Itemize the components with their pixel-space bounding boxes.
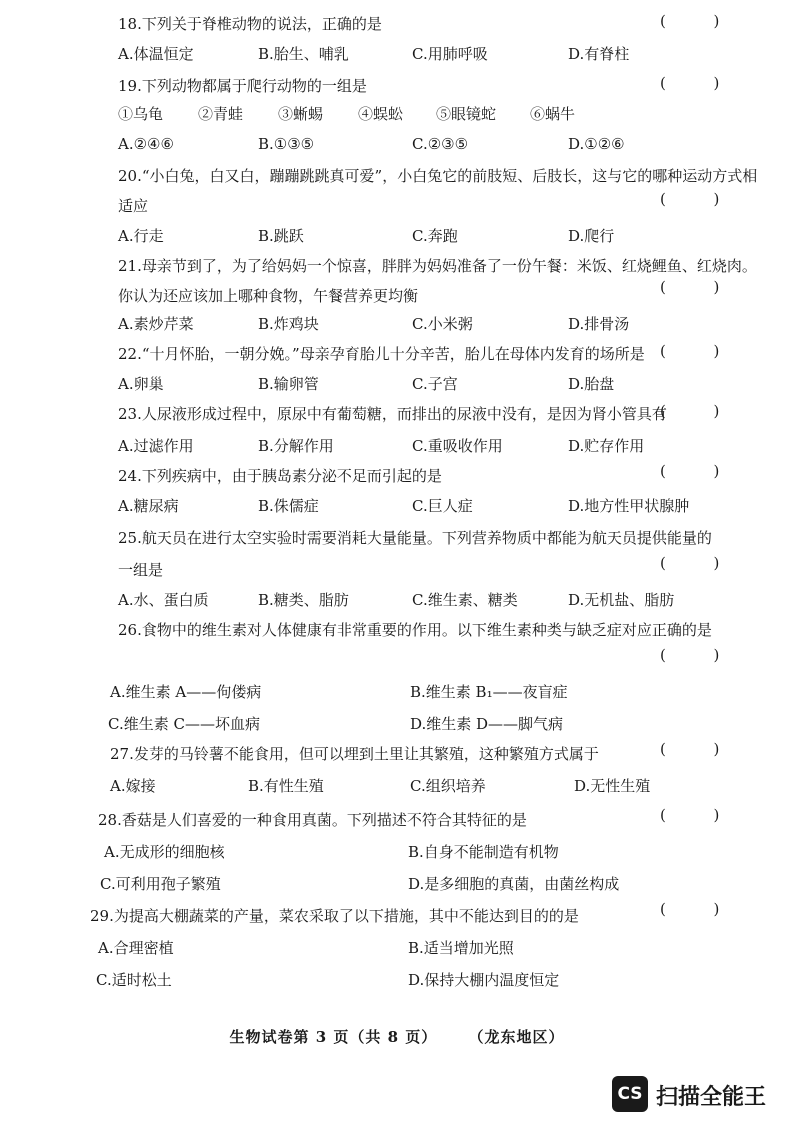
option-c: C.组织培养 xyxy=(410,777,486,795)
option-c: C.子宫 xyxy=(412,375,458,393)
option-b: B.自身不能制造有机物 xyxy=(408,843,559,861)
option-b: B.侏儒症 xyxy=(258,497,319,515)
question-24 xyxy=(118,466,738,486)
answer-paren: ( ) xyxy=(660,900,720,918)
footer-page-info: 生物试卷第 3 页（共 8 页） xyxy=(229,1028,438,1046)
item-6: ⑥蜗牛 xyxy=(530,105,576,123)
answer-paren: ( ) xyxy=(660,190,720,208)
option-b: B.糖类、脂肪 xyxy=(258,591,349,609)
option-d: D.排骨汤 xyxy=(568,315,630,333)
answer-paren: ( ) xyxy=(660,74,720,92)
question-stem: 27.发芽的马铃薯不能食用，但可以埋到土里让其繁殖，这种繁殖方式属于 xyxy=(110,745,599,763)
option-b: B.炸鸡块 xyxy=(258,315,319,333)
option-b: B.胎生、哺乳 xyxy=(258,45,349,63)
item-2: ②青蛙 xyxy=(198,105,244,123)
question-stem: 26.食物中的维生素对人体健康有非常重要的作用。以下维生素种类与缺乏症对应正确的是 xyxy=(118,621,712,639)
option-c: C.巨人症 xyxy=(412,497,473,515)
option-a: A.水、蛋白质 xyxy=(118,591,209,609)
option-a: A.糖尿病 xyxy=(118,497,179,515)
option-a: A.过滤作用 xyxy=(118,437,194,455)
option-c: C.可利用孢子繁殖 xyxy=(100,875,221,893)
answer-paren: ( ) xyxy=(660,806,720,824)
option-c: C.维生素 C——坏血病 xyxy=(108,715,260,733)
item-4: ④蜈蚣 xyxy=(358,105,404,123)
option-d: D.无机盐、脂肪 xyxy=(568,591,675,609)
item-1: ①乌龟 xyxy=(118,105,164,123)
option-b: B.有性生殖 xyxy=(248,777,324,795)
scanner-watermark xyxy=(612,1076,782,1112)
question-stem: 23.人尿液形成过程中，原尿中有葡萄糖，而排出的尿液中没有，是因为肾小管具有 xyxy=(118,405,667,423)
question-stem: 20.“小白兔，白又白，蹦蹦跳跳真可爱”，小白兔它的前肢短、后肢长，这与它的哪种运动方式相 xyxy=(118,167,758,185)
option-d: D.维生素 D——脚气病 xyxy=(410,715,564,733)
option-d: D.①②⑥ xyxy=(568,135,625,153)
option-d: D.是多细胞的真菌，由菌丝构成 xyxy=(408,875,620,893)
question-25 xyxy=(118,528,738,548)
answer-paren: ( ) xyxy=(660,462,720,480)
question-stem-cont: 你认为还应该加上哪种食物，午餐营养更均衡 xyxy=(118,287,419,305)
answer-paren: ( ) xyxy=(660,278,720,296)
question-20-cont xyxy=(118,196,738,216)
question-stem: 29.为提高大棚蔬菜的产量，菜农采取了以下措施，其中不能达到目的的是 xyxy=(90,907,579,925)
option-c: C.奔跑 xyxy=(412,227,458,245)
camscanner-logo-icon: CS xyxy=(612,1076,648,1112)
answer-paren: ( ) xyxy=(660,402,720,420)
option-c: C.②③⑤ xyxy=(412,135,469,153)
brand-name: 扫描全能王 xyxy=(656,1085,767,1110)
page-footer xyxy=(0,1026,794,1047)
option-c: C.小米粥 xyxy=(412,315,473,333)
option-b: B.分解作用 xyxy=(258,437,334,455)
answer-paren: ( ) xyxy=(660,646,720,664)
option-b: B.跳跃 xyxy=(258,227,304,245)
option-d: D.地方性甲状腺肿 xyxy=(568,497,690,515)
option-c: C.重吸收作用 xyxy=(412,437,503,455)
question-stem: 19.下列动物都属于爬行动物的一组是 xyxy=(118,77,367,95)
option-a: A.行走 xyxy=(118,227,164,245)
question-stem: 25.航天员在进行太空实验时需要消耗大量能量。下列营养物质中都能为航天员提供能量的 xyxy=(118,529,712,547)
option-a: A.合理密植 xyxy=(98,939,174,957)
option-d: D.无性生殖 xyxy=(574,777,651,795)
question-21 xyxy=(118,256,757,276)
question-stem: 24.下列疾病中，由于胰岛素分泌不足而引起的是 xyxy=(118,467,442,485)
question-27 xyxy=(110,744,730,764)
question-26 xyxy=(118,620,738,640)
question-stem-cont: 一组是 xyxy=(118,561,164,579)
answer-paren: ( ) xyxy=(660,740,720,758)
option-a: A.无成形的细胞核 xyxy=(104,843,225,861)
question-stem: 21.母亲节到了，为了给妈妈一个惊喜，胖胖为妈妈准备了一份午餐：米饭、红烧鲤鱼、红烧肉。 xyxy=(118,257,757,275)
answer-paren: ( ) xyxy=(660,342,720,360)
option-a: A.②④⑥ xyxy=(118,135,174,153)
question-18 xyxy=(118,14,738,34)
question-stem: 28.香菇是人们喜爱的一种食用真菌。下列描述不符合其特征的是 xyxy=(98,811,527,829)
question-25-cont xyxy=(118,560,738,580)
option-d: D.有脊柱 xyxy=(568,45,630,63)
option-d: D.胎盘 xyxy=(568,375,615,393)
answer-paren: ( ) xyxy=(660,554,720,572)
answer-paren: ( ) xyxy=(660,12,720,30)
question-21-cont xyxy=(118,286,738,306)
question-28 xyxy=(98,810,718,830)
footer-region: （龙东地区） xyxy=(468,1028,565,1046)
question-29 xyxy=(90,906,710,926)
option-c: C.适时松土 xyxy=(96,971,172,989)
question-19 xyxy=(118,76,738,96)
option-b: B.维生素 B₁——夜盲症 xyxy=(410,683,568,701)
option-a: A.卵巢 xyxy=(118,375,164,393)
question-22 xyxy=(118,344,738,364)
item-3: ③蜥蜴 xyxy=(278,105,324,123)
option-a: A.维生素 A——佝偻病 xyxy=(110,683,262,701)
option-d: D.贮存作用 xyxy=(568,437,645,455)
option-d: D.保持大棚内温度恒定 xyxy=(408,971,560,989)
question-23 xyxy=(118,404,738,424)
option-c: C.用肺呼吸 xyxy=(412,45,488,63)
option-c: C.维生素、糖类 xyxy=(412,591,518,609)
question-stem: 22.“十月怀胎，一朝分娩。”母亲孕育胎儿十分辛苦，胎儿在母体内发育的场所是 xyxy=(118,345,645,363)
option-a: A.素炒芹菜 xyxy=(118,315,194,333)
option-a: A.嫁接 xyxy=(110,777,156,795)
option-a: A.体温恒定 xyxy=(118,45,194,63)
question-20 xyxy=(118,166,758,186)
option-d: D.爬行 xyxy=(568,227,615,245)
option-b: B.适当增加光照 xyxy=(408,939,514,957)
option-b: B.输卵管 xyxy=(258,375,319,393)
question-stem: 18.下列关于脊椎动物的说法，正确的是 xyxy=(118,15,382,33)
option-b: B.①③⑤ xyxy=(258,135,315,153)
item-5: ⑤眼镜蛇 xyxy=(436,105,497,123)
question-stem-cont: 适应 xyxy=(118,197,149,215)
